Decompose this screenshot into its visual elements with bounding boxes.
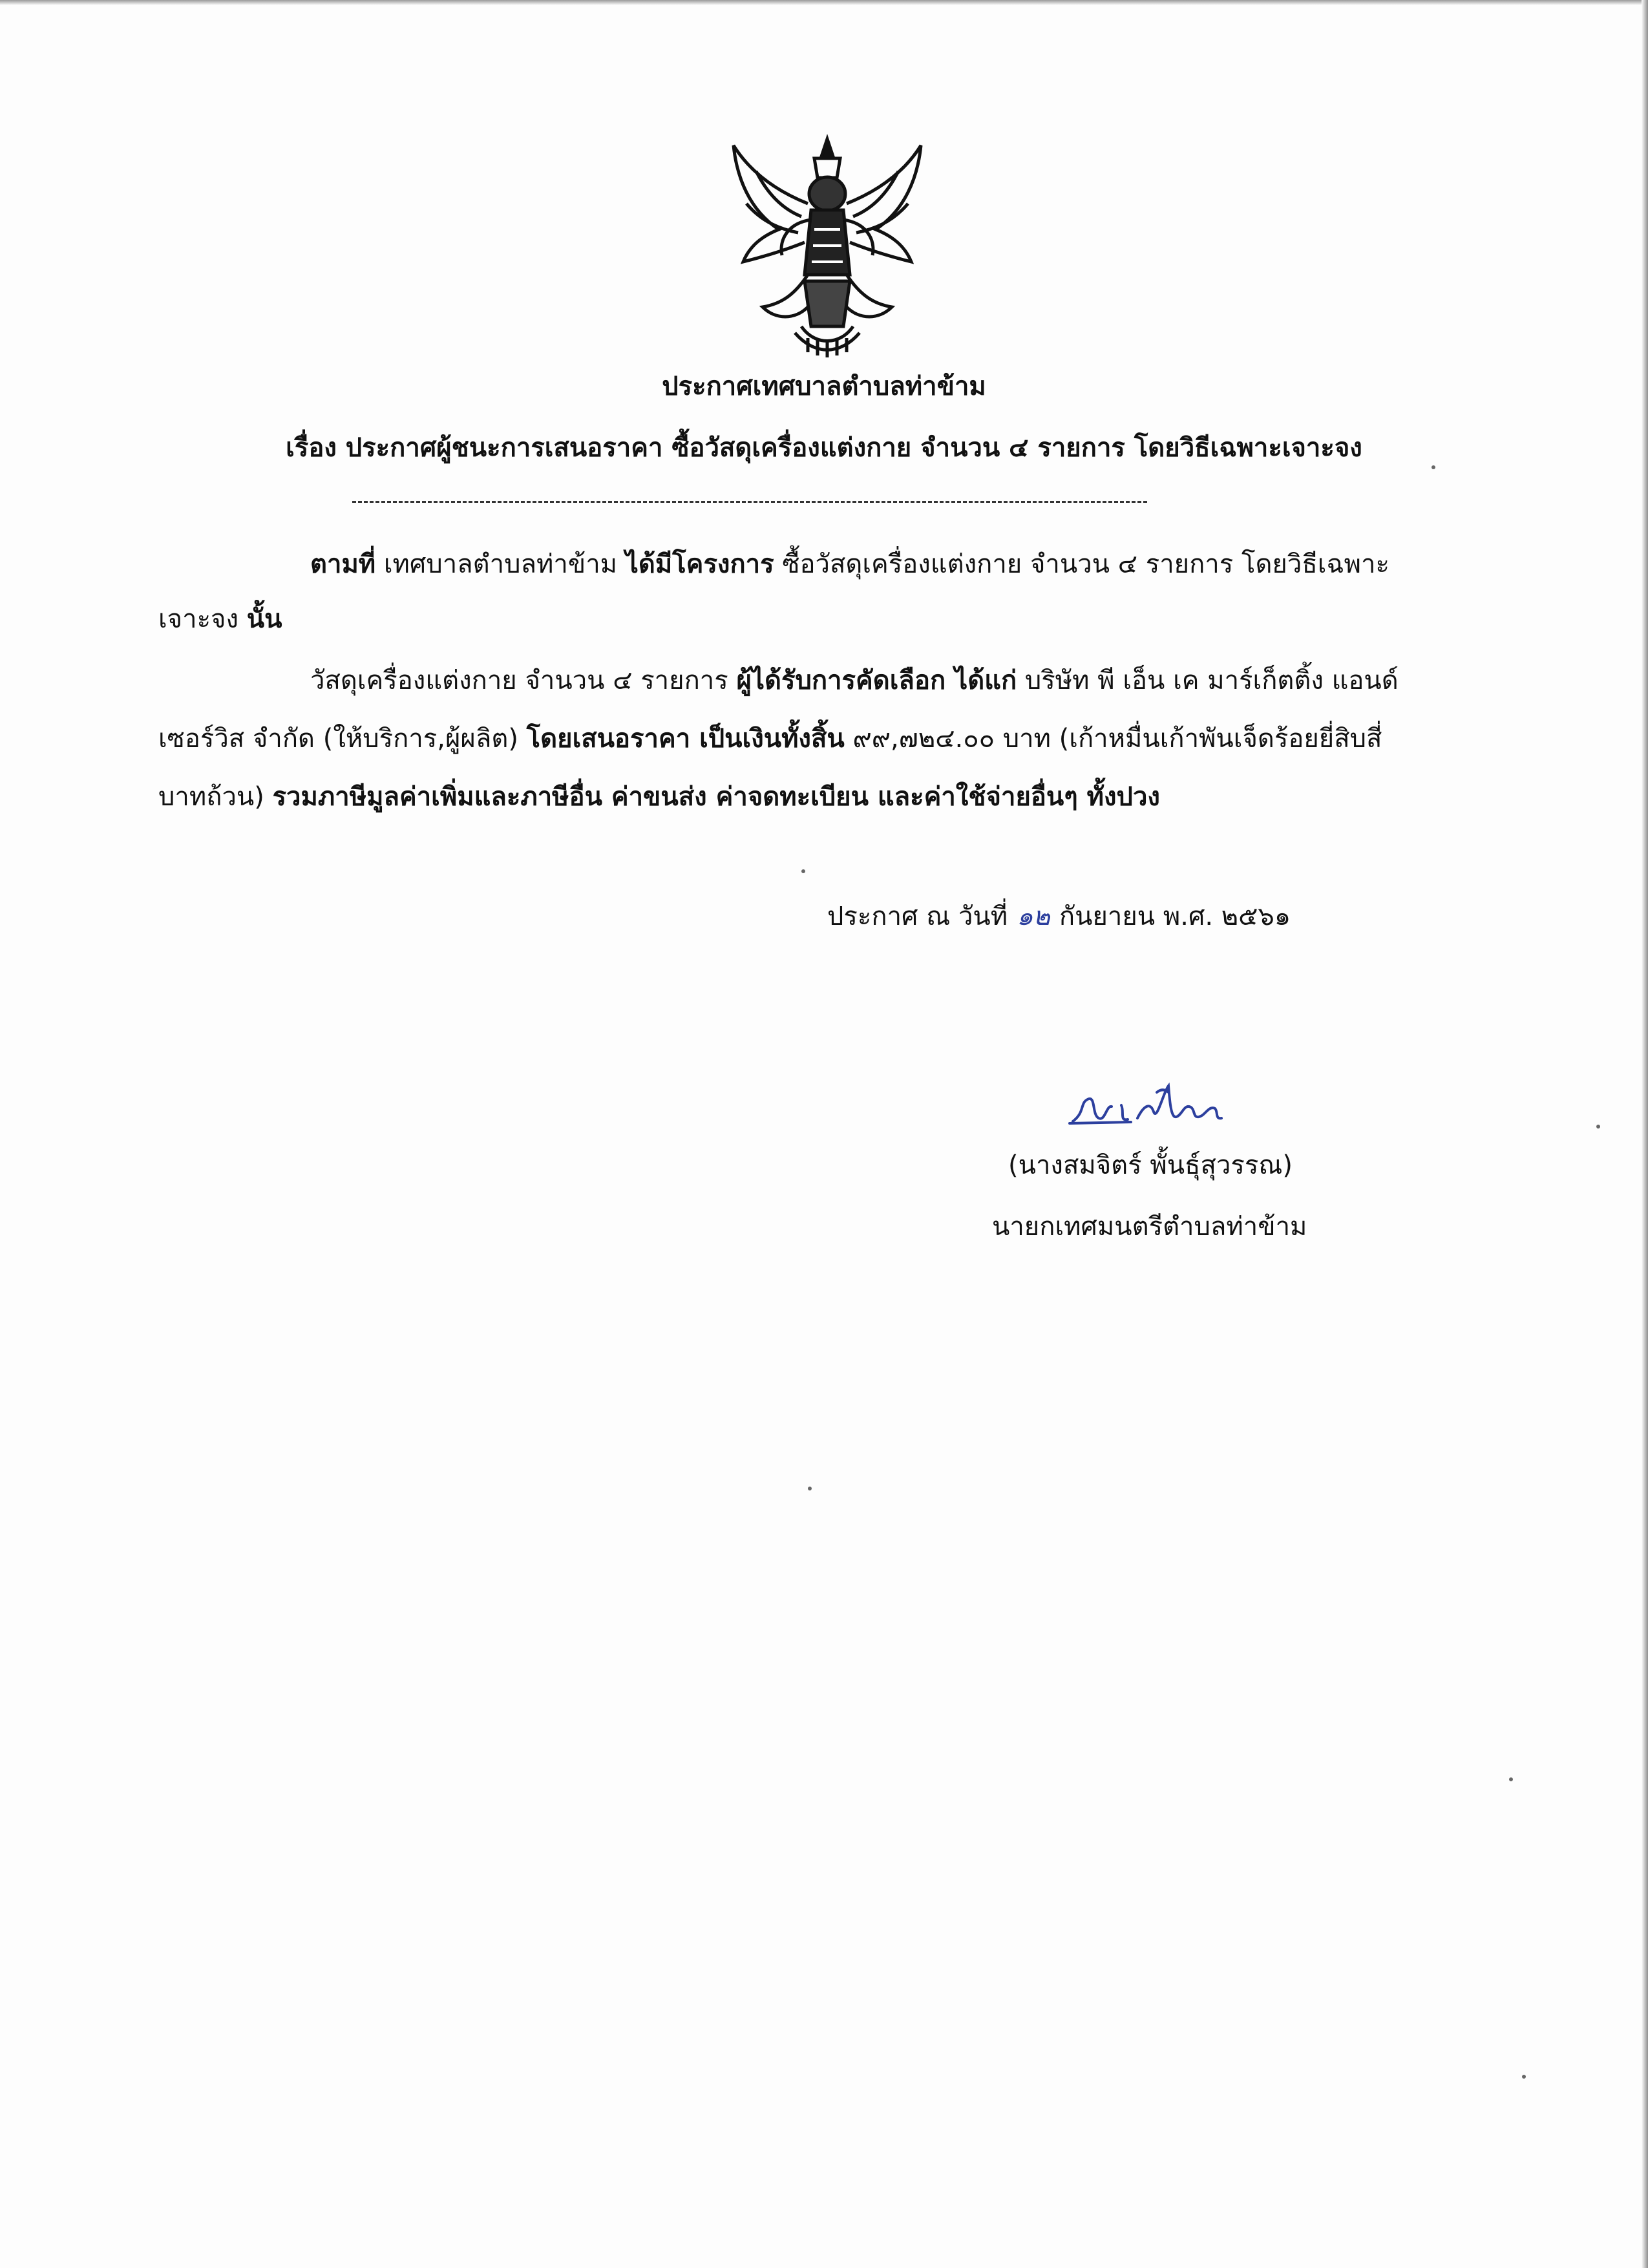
paragraph-1-line-1 — [310, 543, 1389, 584]
scan-speck — [1431, 465, 1435, 469]
p2-line1-bold-a: ผู้ได้รับการคัดเลือก ได้แก่ — [736, 666, 1017, 695]
date-prefix: ประกาศ ณ วันที่ — [827, 902, 1008, 931]
p1-line2-text: เจาะจง — [158, 604, 247, 634]
p1-text-b: ซื้อวัสดุเครื่องแต่งกาย จำนวน ๔ รายการ โดยวิธีเฉพาะ — [774, 549, 1389, 579]
scan-speck — [1522, 2075, 1526, 2079]
p2-line2-text-b: ๙๙,๗๒๔.๐๐ บาท (เก้าหมื่นเก้าพันเจ็ดร้อยยี่สิบสี่ — [844, 724, 1382, 754]
scan-edge-top — [0, 0, 1648, 5]
announcement-title: ประกาศเทศบาลตำบลท่าข้าม — [662, 372, 986, 401]
garuda-emblem-icon — [717, 132, 937, 359]
p2-line1-text-a: วัสดุเครื่องแต่งกาย จำนวน ๔ รายการ — [310, 666, 737, 695]
p1-text-a: เทศบาลตำบลท่าข้าม — [375, 549, 626, 579]
date-day-handwritten: ๑๒ — [1017, 902, 1050, 931]
signature-icon — [1060, 1066, 1228, 1144]
paragraph-2-line-3 — [158, 776, 1160, 817]
scan-speck — [1596, 1125, 1600, 1129]
signer-name: (นางสมจิตร์ พั้นธุ์สุวรรณ) — [1008, 1150, 1293, 1180]
p2-line3-text-a: บาทถ้วน) — [158, 782, 273, 812]
announcement-subject: เรื่อง ประกาศผู้ชนะการเสนอราคา ซื้อวัสดุเครื่องแต่งกาย จำนวน ๔ รายการ โดยวิธีเฉพาะเจาะจง — [286, 433, 1362, 463]
scan-edge-right — [1642, 0, 1648, 2268]
date-month-year: กันยายน พ.ศ. ๒๕๖๑ — [1059, 902, 1291, 931]
p1-bold-b: ได้มีโครงการ — [625, 549, 774, 579]
scan-speck — [801, 869, 805, 873]
p2-line3-bold-a: รวมภาษีมูลค่าเพิ่มและภาษีอื่น ค่าขนส่ง ค่าจดทะเบียน และค่าใช้จ่ายอื่นๆ ทั้งปวง — [272, 782, 1160, 812]
scan-speck — [808, 1487, 812, 1490]
dashed-divider — [352, 501, 1147, 503]
paragraph-2-line-1 — [310, 659, 1399, 701]
paragraph-2-line-2 — [158, 717, 1382, 759]
p1-line2-bold: นั้น — [246, 604, 282, 634]
p1-bold-a: ตามที่ — [310, 549, 376, 579]
paragraph-1-line-2 — [158, 598, 282, 639]
announcement-date — [827, 895, 1291, 937]
p2-line1-text-b: บริษัท พี เอ็น เค มาร์เก็ตติ้ง แอนด์ — [1017, 666, 1399, 695]
signer-title: นายกเทศมนตรีตำบลท่าข้าม — [992, 1212, 1307, 1242]
p2-line2-text-a: เซอร์วิส จำกัด (ให้บริการ,ผู้ผลิต) — [158, 724, 527, 754]
p2-line2-bold-a: โดยเสนอราคา เป็นเงินทั้งสิ้น — [526, 724, 845, 754]
scan-speck — [1509, 1777, 1513, 1781]
